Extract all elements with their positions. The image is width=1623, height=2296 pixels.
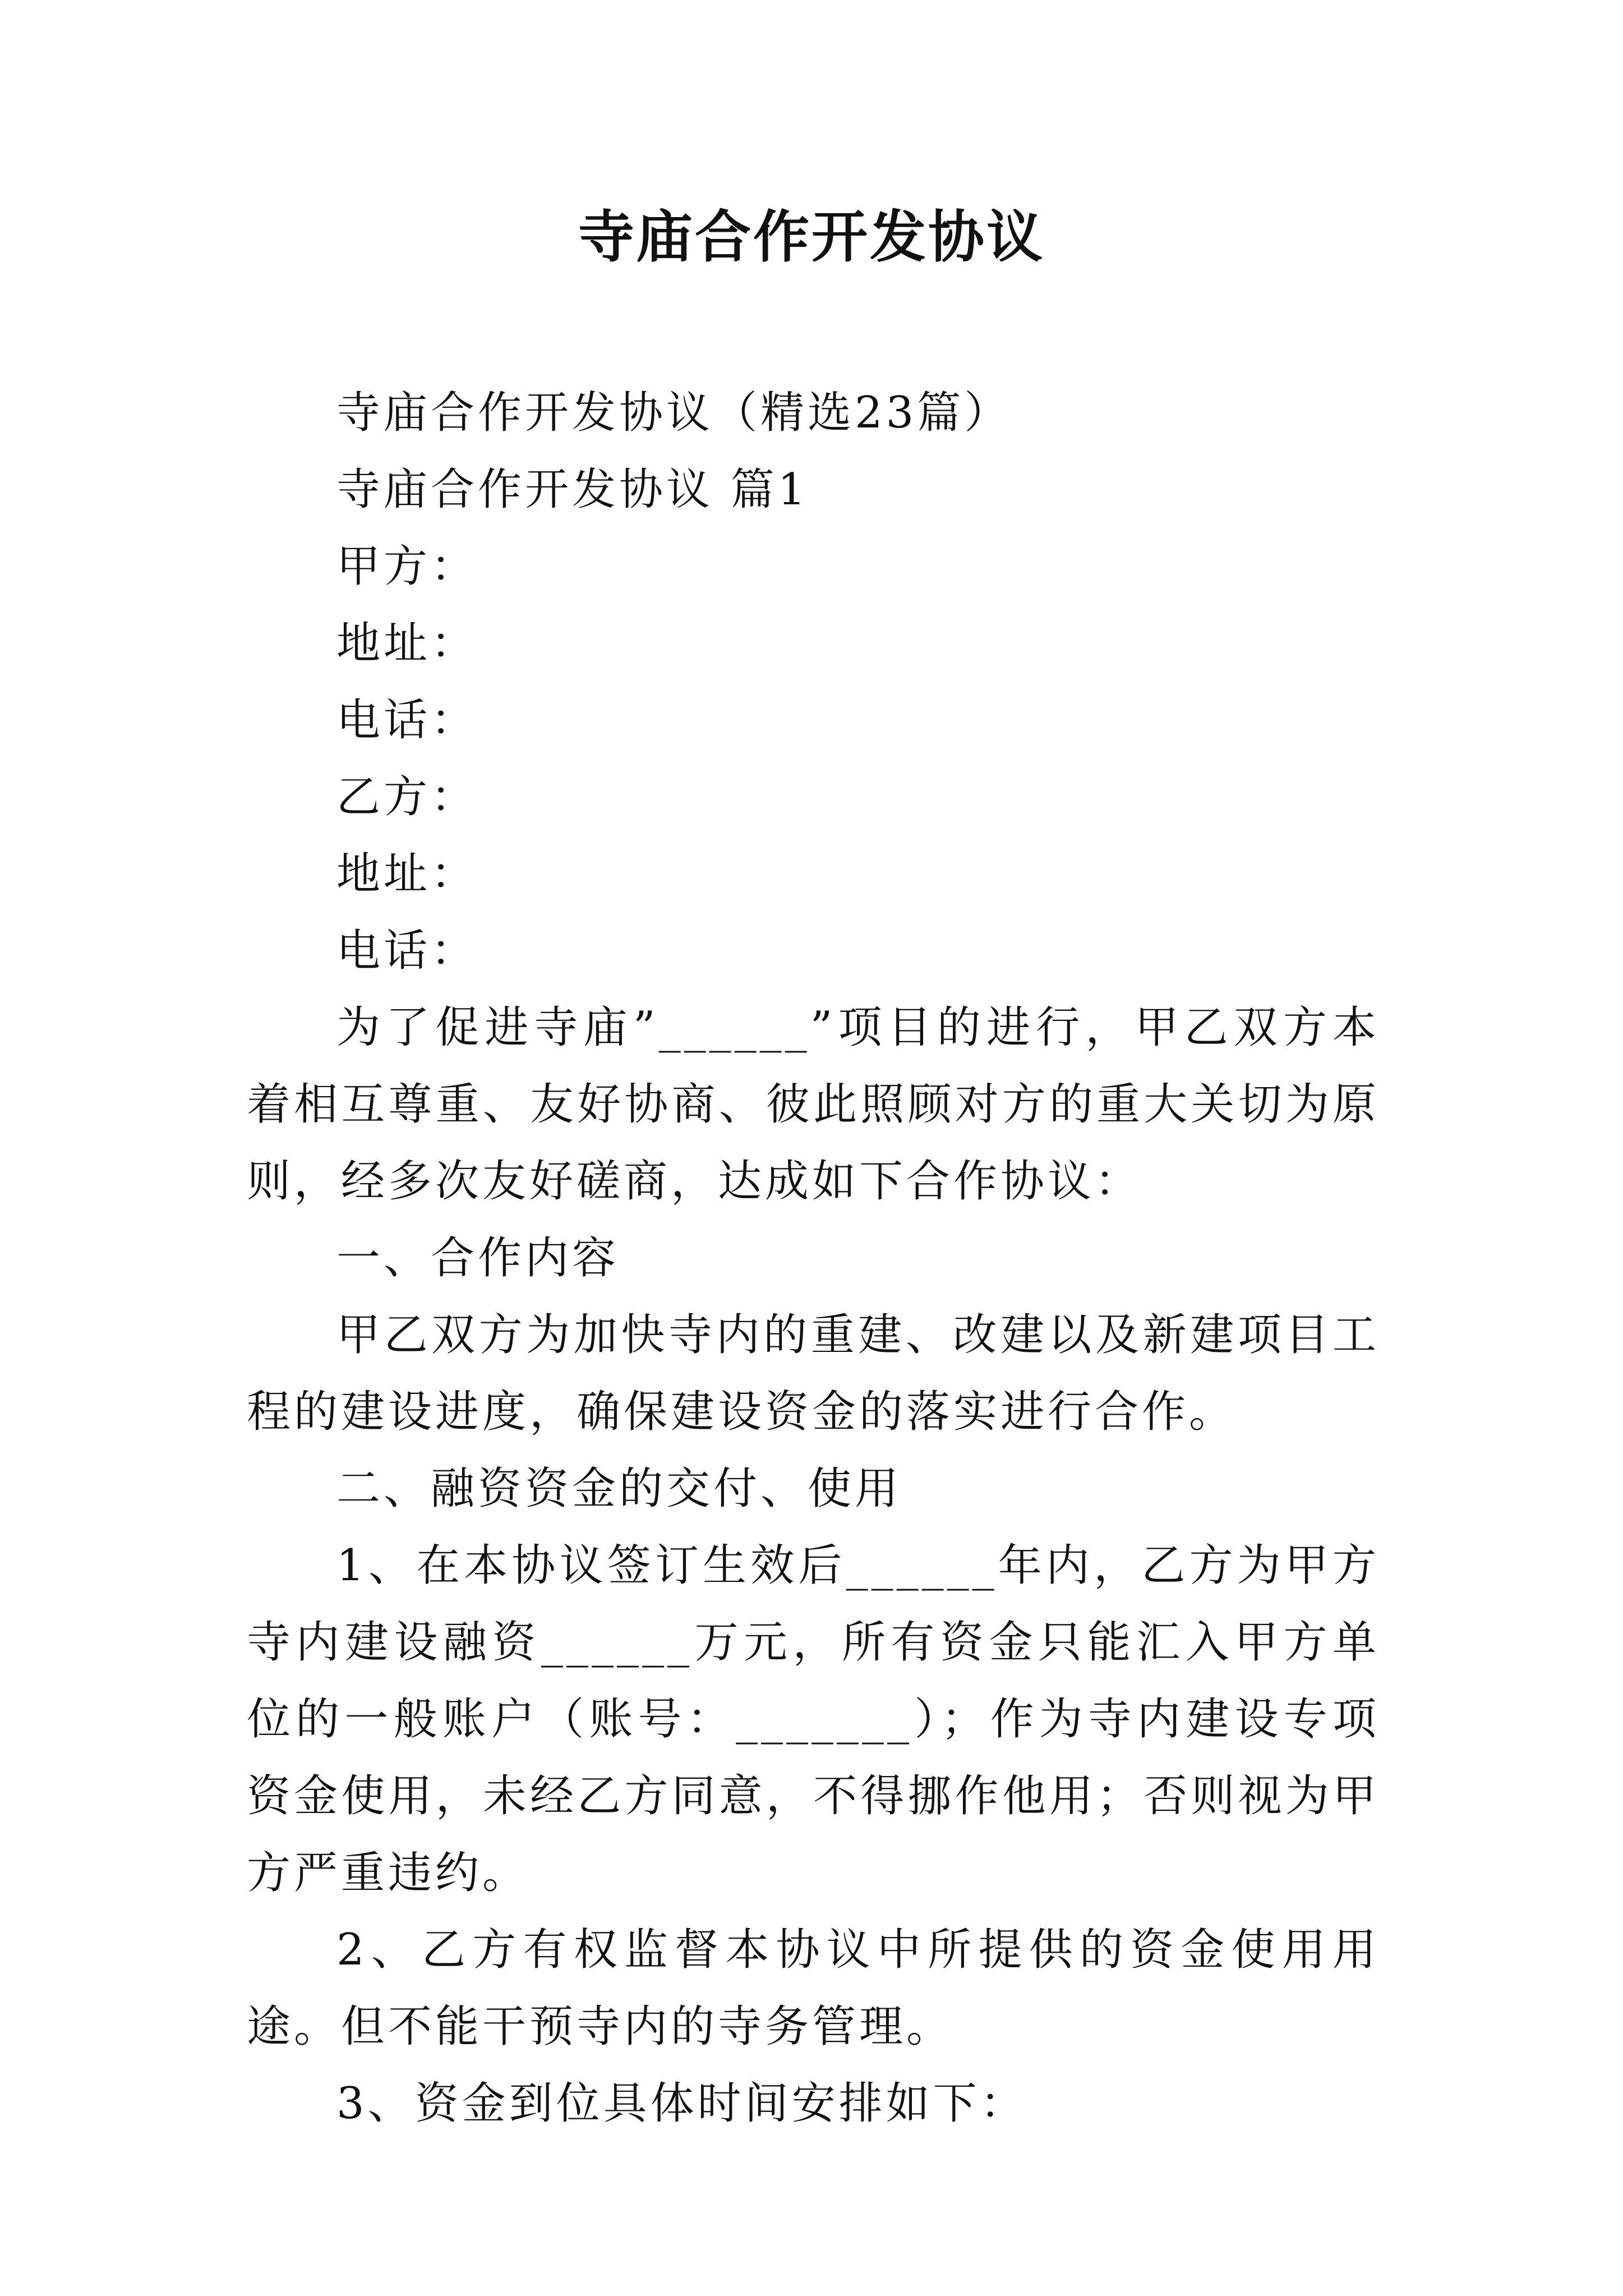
paragraph-party-a-address: 地址：	[336, 618, 478, 669]
paragraph-party-b: 乙方：	[336, 772, 478, 822]
paragraph-party-a: 甲方：	[336, 541, 478, 592]
paragraph-section-heading: 寺庙合作开发协议 篇1	[336, 464, 809, 515]
paragraph-clause-1: 1、在本协议签订生效后______年内，乙方为甲方寺内建设融资______万元，所有资金只能汇入甲方单位的一般账户（账号：_______）；作为寺内建设专项资金使用，未经乙方同意，不得挪作他用；否则视为甲方严重违约。	[247, 1540, 1380, 1898]
paragraph-party-a-phone: 电话：	[336, 695, 478, 746]
document-title: 寺庙合作开发协议	[578, 204, 1045, 270]
paragraph-party-b-phone: 电话：	[336, 926, 478, 976]
paragraph-heading-cooperation: 一、合作内容	[336, 1233, 620, 1283]
paragraph-heading-funding: 二、融资资金的交付、使用	[336, 1464, 902, 1514]
paragraph-subtitle: 寺庙合作开发协议（精选23篇）	[336, 388, 1012, 438]
paragraph-preamble: 为了促进寺庙”______”项目的进行，甲乙双方本着相互尊重、友好协商、彼此照顾对方的重大关切为原则，经多次友好磋商，达成如下合作协议：	[247, 1002, 1380, 1207]
paragraph-clause-3: 3、资金到位具体时间安排如下：	[336, 2078, 1027, 2129]
document-body	[247, 375, 1380, 2142]
paragraph-cooperation-content: 甲乙双方为加快寺内的重建、改建以及新建项目工程的建设进度，确保建设资金的落实进行合作。	[247, 1310, 1380, 1437]
paragraph-party-b-address: 地址：	[336, 849, 478, 899]
paragraph-clause-2: 2、乙方有权监督本协议中所提供的资金使用用途。但不能干预寺内的寺务管理。	[247, 1925, 1380, 2052]
